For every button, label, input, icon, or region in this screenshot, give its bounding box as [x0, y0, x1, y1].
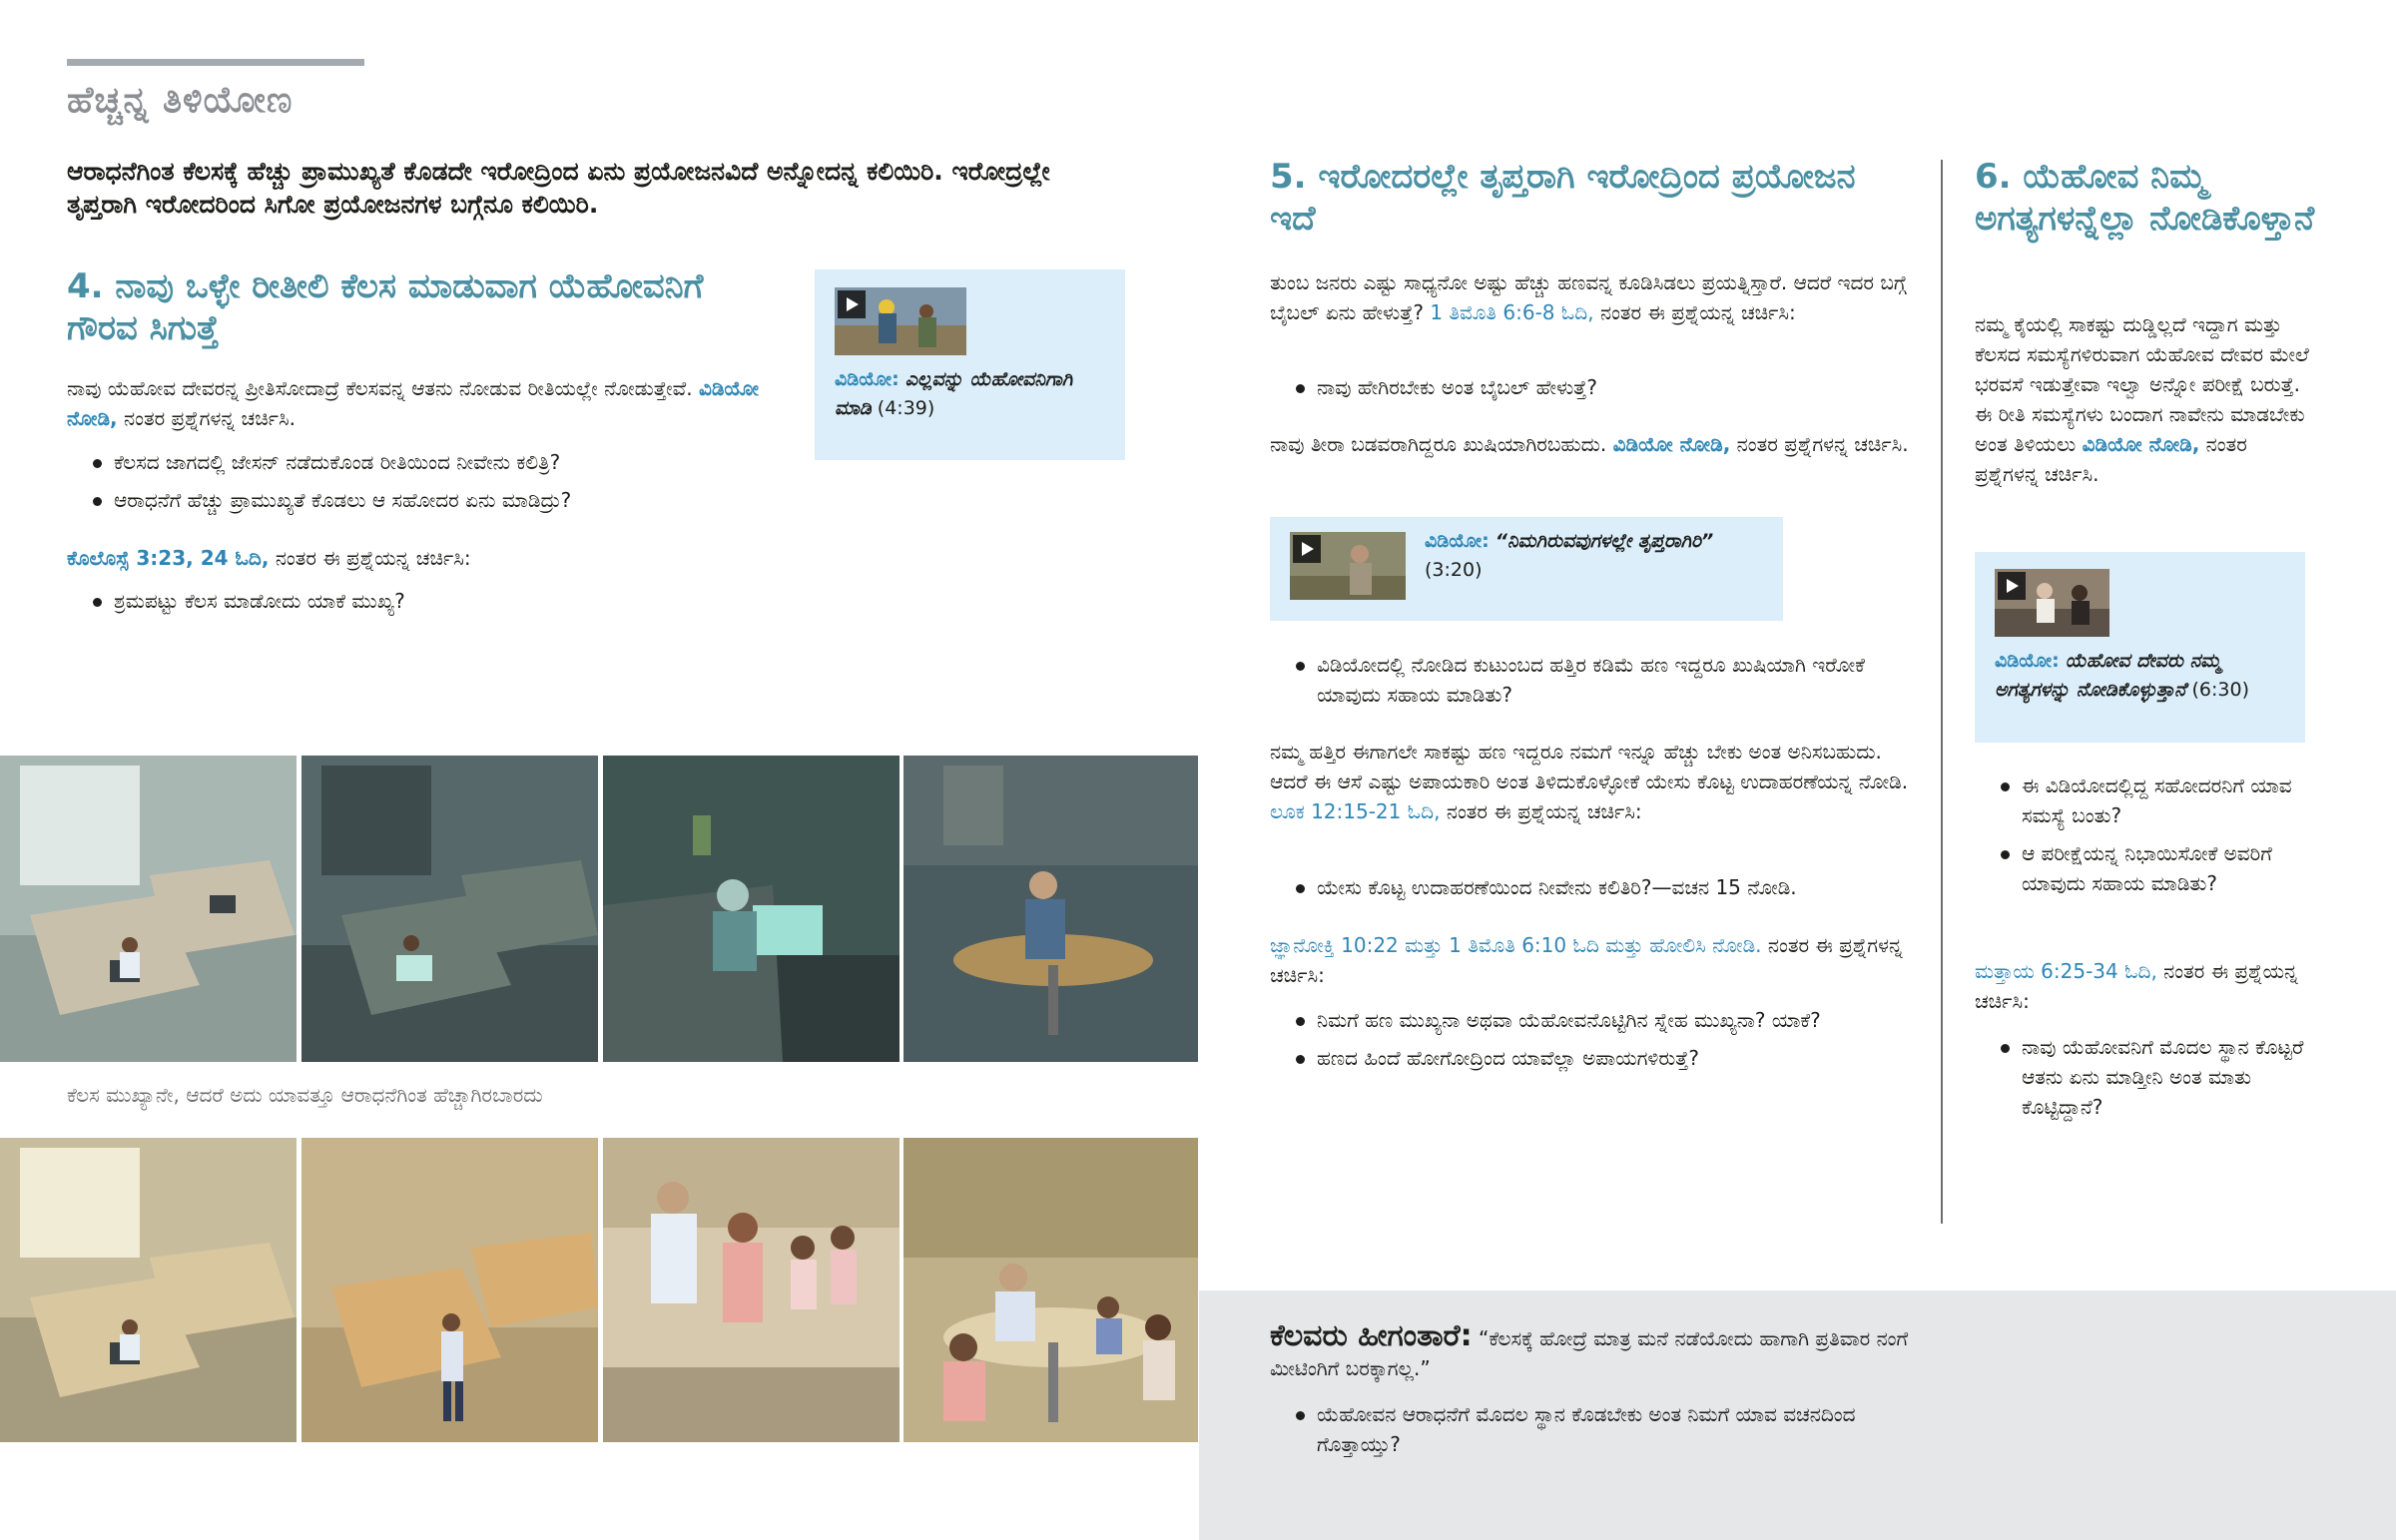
- list-item: ನಿಮಗೆ ಹಣ ಮುಖ್ಯನಾ ಅಥವಾ ಯೆಹೋವನೊಟ್ಟಿಗಿನ ಸ್ನೇಹ ಮುಖ್ಯನಾ? ಯಾಕೆ?: [1289, 1005, 1908, 1035]
- paragraph-text: ನಾವು ತೀರಾ ಬಡವರಾಗಿದ್ದರೂ ಖುಷಿಯಾಗಿರಬಹುದು.: [1270, 432, 1607, 456]
- photo-office-evening: [301, 756, 598, 1062]
- some-say-label: ಕೆಲವರು ಹೀಗಂತಾರೆ:: [1270, 1318, 1473, 1353]
- list-item: ಕೆಲಸದ ಜಾಗದಲ್ಲಿ ಜೇಸನ್ ನಡೆದುಕೊಂಡ ರೀತಿಯಿಂದ ನೀವೇನು ಕಲಿತ್ರಿ?: [86, 447, 785, 477]
- intro-text: ಆರಾಧನೆಗಿಂತ ಕೆಲಸಕ್ಕೆ ಹೆಚ್ಚು ಪ್ರಾಮುಖ್ಯತೆ ಕೊಡದೇ ಇರೋದ್ರಿಂದ ಏನು ಪ್ರಯೋಜನವಿದೆ ಅನ್ನೋದನ್ನ ಕಲಿಯಿರಿ. ಇರೋದ್ರಲ್ಲೇ ತೃಪ್ತರಾಗಿ ಇರೋದರಿಂದ ಸಿಗೋ ಪ್ರಯೋಜನಗಳ ಬಗ್ಗೆನೂ ಕಲಿಯಿರಿ.: [67, 157, 1050, 219]
- section4-heading: 4. ನಾವು ಒಳ್ಳೇ ರೀತೀಲಿ ಕೆಲಸ ಮಾಡುವಾಗ ಯೆಹೋವನಿಗೆ ಗೌರವ ಸಿಗುತ್ತೆ: [67, 266, 704, 348]
- video-thumbnail[interactable]: [835, 287, 966, 355]
- section6-question-list-2: [1994, 1032, 2333, 1130]
- play-icon[interactable]: [838, 290, 866, 318]
- video-title[interactable]: “ನಿಮಗಿರುವವುಗಳಲ್ಲೇ ತೃಪ್ತರಾಗಿರಿ”: [1495, 530, 1714, 552]
- section5-heading: 5. ಇರೋದರಲ್ಲೇ ತೃಪ್ತರಾಗಿ ಇರೋದ್ರಿಂದ ಪ್ರಯೋಜನ ಇದೆ: [1270, 157, 1856, 239]
- paragraph-text: ನಾವು ಯೆಹೋವ ದೇವರನ್ನ ಪ್ರೀತಿಸೋದಾದ್ರೆ ಕೆಲಸವನ್ನ ಆತನು ನೋಡುವ ರೀತಿಯಲ್ಲೇ ನೋಡುತ್ತೇವೆ.: [67, 376, 693, 400]
- list-item: ನಾವು ಯೆಹೋವನಿಗೆ ಮೊದಲ ಸ್ಥಾನ ಕೊಟ್ಟರೆ ಆತನು ಏನು ಮಾಡ್ತೀನಿ ಅಂತ ಮಾತು ಕೊಟ್ಟಿದ್ದಾನೆ?: [1994, 1032, 2333, 1122]
- section5-paragraph4: [1270, 930, 1909, 990]
- list-item: ಈ ವಿಡಿಯೋದಲ್ಲಿದ್ದ ಸಹೋದರನಿಗೆ ಯಾವ ಸಮಸ್ಯೆ ಬಂತು?: [1994, 770, 2333, 830]
- section6-paragraph1: [1975, 309, 2314, 489]
- section4-question-list: [86, 447, 785, 523]
- video-title[interactable]: ಎಲ್ಲವನ್ನು ಯೆಹೋವನಿಗಾಗಿ ಮಾಡಿ: [835, 368, 1073, 419]
- photo-family-dinner: [903, 1138, 1198, 1442]
- section5-paragraph3: [1270, 737, 1909, 826]
- section5-question-list-2: [1289, 650, 1908, 718]
- column-divider: [1941, 160, 1943, 1224]
- video-label: ವಿಡಿಯೋ:: [835, 368, 899, 390]
- paragraph-text: ನಮ್ಮ ಕೈಯಲ್ಲಿ ಸಾಕಷ್ಟು ದುಡ್ಡಿಲ್ಲದೆ ಇದ್ದಾಗ ಮತ್ತು ಕೆಲಸದ ಸಮಸ್ಯೆಗಳಿರುವಾಗ ಯೆಹೋವ ದೇವರ ಮೇಲೆ ಭರವಸೆ ಇಡುತ್ತೇವಾ ಇಲ್ವಾ ಅನ್ನೋ ಪರೀಕ್ಷೆ ಬರುತ್ತೆ. ಈ ರೀತಿ ಸಮಸ್ಯೆಗಳು ಬಂದಾಗ ನಾವೇನು ಮಾಡಬೇಕು ಅಂತ ತಿಳಿಯಲು: [1975, 312, 2309, 456]
- photo-family-meeting: [603, 1138, 899, 1442]
- video-duration: (4:39): [877, 397, 935, 419]
- list-item: ಆರಾಧನೆಗೆ ಹೆಚ್ಚು ಪ್ರಾಮುಖ್ಯತೆ ಕೊಡಲು ಆ ಸಹೋದರ ಏನು ಮಾಡಿದ್ರು?: [86, 485, 785, 515]
- play-icon[interactable]: [1293, 535, 1321, 563]
- section-title: ಹೆಚ್ಚನ್ನ ತಿಳಿಯೋಣ: [67, 80, 294, 121]
- photo-leaving-office: [301, 1138, 598, 1442]
- video-box[interactable]: [1270, 517, 1783, 621]
- paragraph-text: ನಮ್ಮ ಹತ್ತಿರ ಈಗಾಗಲೇ ಸಾಕಷ್ಟು ಹಣ ಇದ್ದರೂ ನಮಗೆ ಇನ್ನೂ ಹೆಚ್ಚು ಬೇಕು ಅಂತ ಅನಿಸಬಹುದು. ಆದರೆ ಈ ಆಸೆ ಎಷ್ಟು ಅಪಾಯಕಾರಿ ಅಂತ ತಿಳಿದುಕೊಳ್ಳೋಕೆ ಯೇಸು ಕೊಟ್ಟ ಉದಾಹರಣೆಯನ್ನ ನೋಡಿ.: [1270, 740, 1909, 793]
- list-item: ಹಣದ ಹಿಂದೆ ಹೋಗೋದ್ರಿಂದ ಯಾವೆಲ್ಲಾ ಅಪಾಯಗಳಿರುತ್ತೆ?: [1289, 1043, 1908, 1073]
- video-duration: (3:20): [1425, 559, 1483, 581]
- section5-question-list-4: [1289, 1005, 1908, 1081]
- watch-video-link[interactable]: ವಿಡಿಯೋ ನೋಡಿ,: [2082, 432, 2200, 456]
- section4-paragraph2: [67, 543, 766, 573]
- section4-question-list-2: [86, 586, 785, 624]
- video-duration: (6:30): [2191, 679, 2250, 701]
- list-item: ಯೆಹೋವನ ಆರಾಧನೆಗೆ ಮೊದಲ ಸ್ಥಾನ ಕೊಡಬೇಕು ಅಂತ ನಿಮಗೆ ಯಾವ ವಚನದಿಂದ ಗೊತ್ತಾಯ್ತು?: [1289, 1399, 1928, 1459]
- paragraph-text-after: ನಂತರ ಈ ಪ್ರಶ್ನೆಯನ್ನ ಚರ್ಚಿಸಿ:: [1975, 959, 2298, 1013]
- scripture-link[interactable]: ಮತ್ತಾಯ 6:25-34 ಓದಿ,: [1975, 959, 2157, 983]
- paragraph-text-after: ನಂತರ ಈ ಪ್ರಶ್ನೆಗಳನ್ನ ಚರ್ಚಿಸಿ:: [1270, 933, 1903, 987]
- watch-video-link[interactable]: ವಿಡಿಯೋ ನೋಡಿ,: [67, 376, 760, 430]
- section5-paragraph1: [1270, 267, 1909, 327]
- play-icon[interactable]: [1998, 572, 2026, 600]
- scripture-link[interactable]: ಕೊಲೊಸ್ಸೆ 3:23, 24 ಓದಿ,: [67, 546, 270, 570]
- section5-paragraph2: [1270, 429, 1909, 459]
- some-say-quote: “ಕೆಲಸಕ್ಕೆ ಹೋದ್ರೆ ಮಾತ್ರ ಮನೆ ನಡೆಯೋದು ಹಾಗಾಗಿ ಪ್ರತಿವಾರ ನಂಗೆ ಮೀಟಿಂಗಿಗೆ ಬರಕ್ಕಾಗಲ್ಲ.”: [1270, 1326, 1909, 1380]
- section4-paragraph1: [67, 373, 766, 433]
- video-title[interactable]: ಯೆಹೋವ ದೇವರು ನಮ್ಮ ಅಗತ್ಯಗಳನ್ನು ನೋಡಿಕೊಳ್ಳುತ್ತಾನೆ: [1995, 650, 2221, 701]
- paragraph-text-after: ನಂತರ ಪ್ರಶ್ನೆಗಳನ್ನ ಚರ್ಚಿಸಿ.: [1975, 432, 2247, 486]
- watch-video-link[interactable]: ವಿಡಿಯೋ ನೋಡಿ,: [1612, 432, 1731, 456]
- video-caption: [1425, 527, 1774, 585]
- paragraph-text-after: ನಂತರ ಪ್ರಶ್ನೆಗಳನ್ನ ಚರ್ಚಿಸಿ.: [1736, 432, 1909, 456]
- some-say-text: [1270, 1319, 1969, 1383]
- video-label: ವಿಡಿಯೋ:: [1995, 650, 2060, 672]
- photo-office-day-warm: [0, 1138, 297, 1442]
- list-item: ನಾವು ಹೇಗಿರಬೇಕು ಅಂತ ಬೈಬಲ್ ಹೇಳುತ್ತೆ?: [1289, 372, 1908, 402]
- video-caption: [1995, 647, 2294, 705]
- paragraph-text: ತುಂಬ ಜನರು ಎಷ್ಟು ಸಾಧ್ಯನೋ ಅಷ್ಟು ಹೆಚ್ಚು ಹಣವನ್ನ ಕೂಡಿಸಿಡಲು ಪ್ರಯತ್ನಿಸ್ತಾರೆ. ಆದರೆ ಇದರ ಬಗ್ಗೆ ಬೈಬಲ್ ಏನು ಹೇಳುತ್ತೆ?: [1270, 270, 1907, 324]
- paragraph-text-after: ನಂತರ ಪ್ರಶ್ನೆಗಳನ್ನ ಚರ್ಚಿಸಿ.: [124, 406, 296, 430]
- section5-question-list-3: [1289, 872, 1908, 910]
- video-box[interactable]: [815, 269, 1125, 460]
- video-thumbnail[interactable]: [1995, 569, 2109, 637]
- list-item: ಶ್ರಮಪಟ್ಟು ಕೆಲಸ ಮಾಡೋದು ಯಾಕೆ ಮುಖ್ಯ?: [86, 586, 785, 616]
- section6-heading: 6. ಯೆಹೋವ ನಿಮ್ಮ ಅಗತ್ಯಗಳನ್ನೆಲ್ಲಾ ನೋಡಿಕೊಳ್ತಾನೆ: [1975, 157, 2315, 239]
- video-caption: [835, 365, 1114, 423]
- section6-paragraph2: [1975, 956, 2314, 1016]
- photo-home-night: [903, 756, 1198, 1062]
- video-thumbnail[interactable]: [1290, 532, 1406, 600]
- paragraph-text-after: ನಂತರ ಈ ಪ್ರಶ್ನೆಯನ್ನ ಚರ್ಚಿಸಿ:: [275, 546, 471, 570]
- scripture-link[interactable]: ಜ್ಞಾನೋಕ್ತಿ 10:22 ಮತ್ತು 1 ತಿಮೊತಿ 6:10 ಓದಿ ಮತ್ತು ಹೋಲಿಸಿ ನೋಡಿ.: [1270, 933, 1762, 957]
- video-box[interactable]: [1975, 552, 2305, 743]
- paragraph-text-after: ನಂತರ ಈ ಪ್ರಶ್ನೆಯನ್ನ ಚರ್ಚಿಸಿ:: [1599, 300, 1796, 324]
- photo-office-day: [0, 756, 297, 1062]
- scripture-link[interactable]: ಲೂಕ 12:15-21 ಓದಿ,: [1270, 799, 1441, 823]
- some-say-question-list: [1289, 1399, 1928, 1467]
- list-item: ಆ ಪರೀಕ್ಷೆಯನ್ನ ನಿಭಾಯಿಸೋಕೆ ಅವರಿಗೆ ಯಾವುದು ಸಹಾಯ ಮಾಡಿತು?: [1994, 838, 2333, 898]
- video-label: ವಿಡಿಯೋ:: [1425, 530, 1490, 552]
- image-caption: ಕೆಲಸ ಮುಖ್ಯಾನೇ, ಆದರೆ ಅದು ಯಾವತ್ತೂ ಆರಾಧನೆಗಿಂತ ಹೆಚ್ಚಾಗಿರಬಾರದು: [67, 1083, 543, 1107]
- list-item: ಯೇಸು ಕೊಟ್ಟ ಉದಾಹರಣೆಯಿಂದ ನೀವೇನು ಕಲಿತಿರಿ?—ವಚನ 15 ನೋಡಿ.: [1289, 872, 1908, 902]
- paragraph-text-after: ನಂತರ ಈ ಪ್ರಶ್ನೆಯನ್ನ ಚರ್ಚಿಸಿ:: [1446, 799, 1642, 823]
- photo-office-night: [603, 756, 899, 1062]
- section-rule: [67, 59, 364, 66]
- scripture-link[interactable]: 1 ತಿಮೊತಿ 6:6-8 ಓದಿ,: [1430, 300, 1594, 324]
- section5-question-list: [1289, 372, 1908, 410]
- section6-question-list: [1994, 770, 2333, 906]
- list-item: ವಿಡಿಯೋದಲ್ಲಿ ನೋಡಿದ ಕುಟುಂಬದ ಹತ್ತಿರ ಕಡಿಮೆ ಹಣ ಇದ್ದರೂ ಖುಷಿಯಾಗಿ ಇರೋಕೆ ಯಾವುದು ಸಹಾಯ ಮಾಡಿತು?: [1289, 650, 1908, 710]
